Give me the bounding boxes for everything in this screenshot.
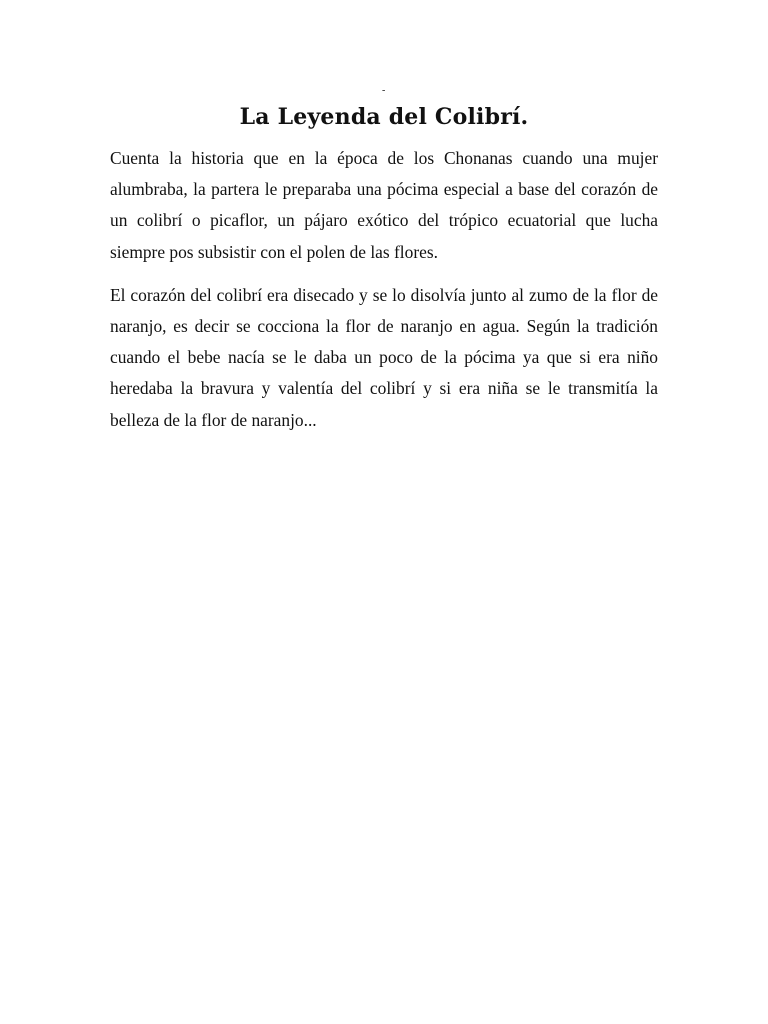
- paragraph-1: Cuenta la historia que en la época de los Chonanas cuando una mujer alumbraba, la partera le preparaba una pócima especial a base del corazón de un colibrí o picaflor, un pájaro exótico del trópico ecuatorial que lucha siempre pos subsistir con el polen de las flores.: [110, 148, 658, 262]
- document-title: La Leyenda del Colibrí.: [239, 104, 529, 130]
- header-mark: -: [382, 85, 386, 96]
- paragraph-2: El corazón del colibrí era disecado y se lo disolvía junto al zumo de la flor de naranjo, es decir se cocciona la flor de naranjo en agua. Según la tradición cuando el bebe nacía se le daba un poco de la pócima ya que si era niño heredaba la bravura y valentía del colibrí y si era niña se le transmitía la belleza de la flor de naranjo...: [110, 284, 658, 430]
- document-body: [110, 143, 658, 448]
